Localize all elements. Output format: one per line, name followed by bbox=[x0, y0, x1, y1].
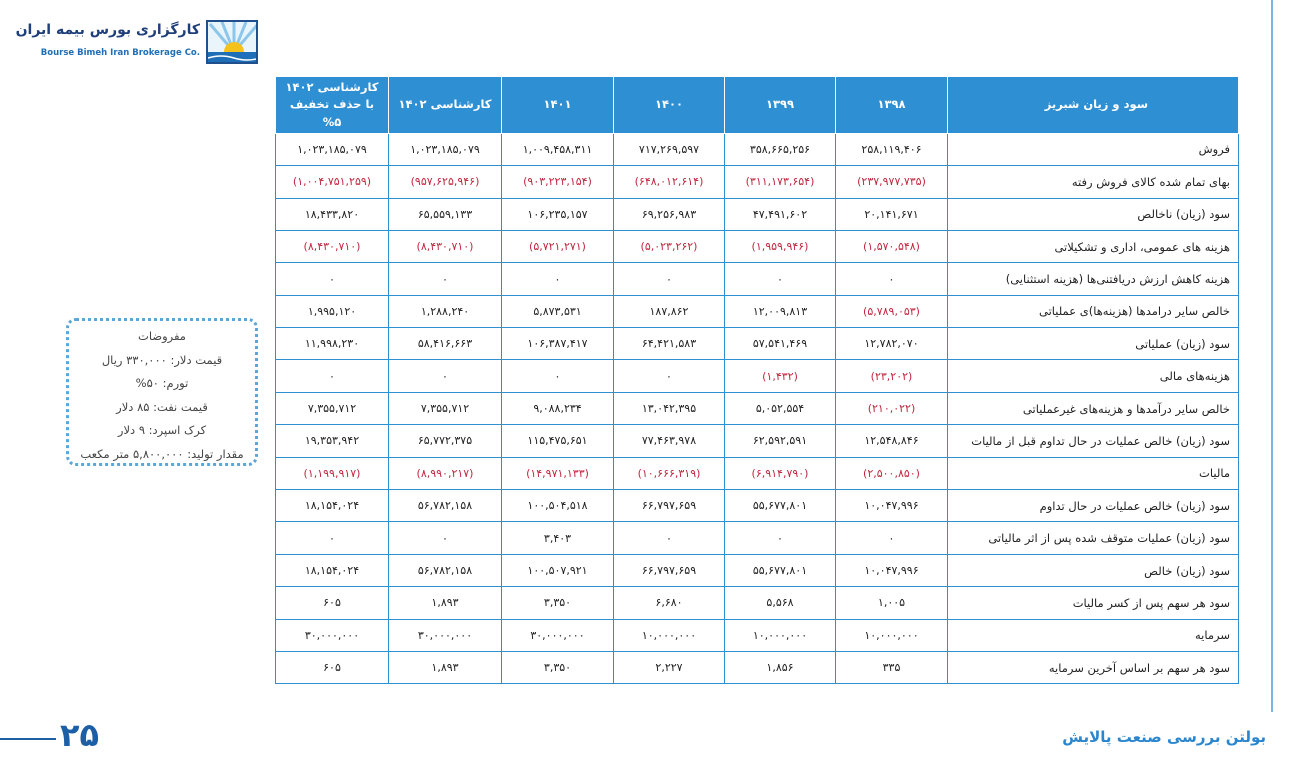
table-cell: ۱,۰۲۳,۱۸۵,۰۷۹ bbox=[389, 133, 502, 165]
table-cell: (۱,۹۵۹,۹۴۶) bbox=[725, 230, 836, 262]
row-label: خالص سایر درآمدها و هزینه‌های غیرعملیاتی bbox=[948, 392, 1239, 424]
table-cell: ۰ bbox=[725, 263, 836, 295]
table-cell: ۵۷,۵۴۱,۴۶۹ bbox=[725, 328, 836, 360]
table-cell: ۵,۸۷۳,۵۳۱ bbox=[502, 295, 614, 327]
table-cell: ۲,۲۲۷ bbox=[614, 652, 725, 684]
table-cell: ۴۷,۴۹۱,۶۰۲ bbox=[725, 198, 836, 230]
table-row bbox=[276, 490, 1239, 522]
row-label: سود (زیان) عملیات متوقف شده پس از اثر مالیاتی bbox=[948, 522, 1239, 554]
table-row bbox=[276, 652, 1239, 684]
table-cell: ۷۱۷,۲۶۹,۵۹۷ bbox=[614, 133, 725, 165]
table-cell: ۶,۶۸۰ bbox=[614, 587, 725, 619]
table-cell: ۶۰۵ bbox=[276, 587, 389, 619]
table-cell: ۷,۳۵۵,۷۱۲ bbox=[389, 392, 502, 424]
row-label: بهای تمام شده کالای فروش رفته bbox=[948, 166, 1239, 198]
table-cell: ۱,۸۹۳ bbox=[389, 587, 502, 619]
table-cell: ۱۸,۴۳۳,۸۲۰ bbox=[276, 198, 389, 230]
table-row bbox=[276, 295, 1239, 327]
table-cell: ۶۰۵ bbox=[276, 652, 389, 684]
assumption-item: تورم: ۵۰% bbox=[135, 376, 189, 390]
row-label: سود هر سهم پس از کسر مالیات bbox=[948, 587, 1239, 619]
table-row bbox=[276, 425, 1239, 457]
table-cell: ۱۳,۰۴۲,۳۹۵ bbox=[614, 392, 725, 424]
page-edge-line bbox=[1271, 0, 1273, 712]
header-cell-column: کارشناسی ۱۴۰۲ bbox=[389, 77, 502, 134]
table-row bbox=[276, 457, 1239, 489]
table-cell: (۸,۴۳۰,۷۱۰) bbox=[276, 230, 389, 262]
table-cell: ۱۲,۵۴۸,۸۴۶ bbox=[836, 425, 948, 457]
table-cell: ۱۸,۱۵۴,۰۲۴ bbox=[276, 554, 389, 586]
table-cell: ۱,۸۹۳ bbox=[389, 652, 502, 684]
table-cell: ۰ bbox=[276, 522, 389, 554]
table-cell: ۹,۰۸۸,۲۳۴ bbox=[502, 392, 614, 424]
table-header-row bbox=[276, 77, 1239, 134]
table-cell: ۳,۳۵۰ bbox=[502, 587, 614, 619]
profit-loss-table-container bbox=[275, 76, 1238, 684]
table-row bbox=[276, 133, 1239, 165]
table-cell: ۱,۰۰۵ bbox=[836, 587, 948, 619]
table-cell: (۶,۹۱۴,۷۹۰) bbox=[725, 457, 836, 489]
table-cell: ۰ bbox=[502, 263, 614, 295]
table-row bbox=[276, 230, 1239, 262]
row-label: سود (زیان) ناخالص bbox=[948, 198, 1239, 230]
table-cell: ۶۴,۴۲۱,۵۸۳ bbox=[614, 328, 725, 360]
table-cell: (۲۳,۲۰۲) bbox=[836, 360, 948, 392]
table-cell: ۱,۰۰۹,۴۵۸,۳۱۱ bbox=[502, 133, 614, 165]
assumption-item: مقدار تولید: ۵,۸۰۰,۰۰۰ متر مکعب bbox=[80, 446, 244, 461]
table-cell: ۶۶,۷۹۷,۶۵۹ bbox=[614, 554, 725, 586]
table-cell: ۰ bbox=[389, 522, 502, 554]
table-cell: ۱۰,۰۰۰,۰۰۰ bbox=[836, 619, 948, 651]
table-body bbox=[276, 133, 1239, 684]
table-cell: ۱۰۶,۳۸۷,۴۱۷ bbox=[502, 328, 614, 360]
table-cell: (۵,۷۲۱,۲۷۱) bbox=[502, 230, 614, 262]
assumption-item: قیمت دلار: ۳۳۰,۰۰۰ ریال bbox=[101, 352, 223, 367]
table-row bbox=[276, 522, 1239, 554]
row-label: هزینه کاهش ارزش دریافتنی‌ها (هزینه استثنایی) bbox=[948, 263, 1239, 295]
table-cell: ۳۳۵ bbox=[836, 652, 948, 684]
table-cell: ۱,۲۸۸,۲۴۰ bbox=[389, 295, 502, 327]
table-cell: ۳۰,۰۰۰,۰۰۰ bbox=[502, 619, 614, 651]
table-cell: ۷,۳۵۵,۷۱۲ bbox=[276, 392, 389, 424]
table-cell: ۲۰,۱۴۱,۶۷۱ bbox=[836, 198, 948, 230]
table-cell: ۱۰۶,۲۳۵,۱۵۷ bbox=[502, 198, 614, 230]
table-cell: ۶۲,۵۹۲,۵۹۱ bbox=[725, 425, 836, 457]
table-cell: ۶۹,۲۵۶,۹۸۳ bbox=[614, 198, 725, 230]
table-cell: ۱۸۷,۸۶۲ bbox=[614, 295, 725, 327]
table-cell: ۱۰۰,۵۰۴,۵۱۸ bbox=[502, 490, 614, 522]
header-cell-column: ۱۴۰۱ bbox=[502, 77, 614, 134]
table-cell: (۲۱۰,۰۲۲) bbox=[836, 392, 948, 424]
table-cell: (۵,۰۲۳,۲۶۲) bbox=[614, 230, 725, 262]
table-cell: ۰ bbox=[276, 263, 389, 295]
page-number: ۲۵ bbox=[60, 716, 100, 754]
table-row bbox=[276, 360, 1239, 392]
table-cell: ۳,۴۰۳ bbox=[502, 522, 614, 554]
table-row bbox=[276, 619, 1239, 651]
table-cell: ۷۷,۴۶۳,۹۷۸ bbox=[614, 425, 725, 457]
table-cell: (۵,۷۸۹,۰۵۳) bbox=[836, 295, 948, 327]
sunrise-logo-icon bbox=[206, 20, 258, 64]
logo-name-english: Bourse Bimeh Iran Brokerage Co. bbox=[40, 48, 200, 58]
table-cell: ۵۵,۶۷۷,۸۰۱ bbox=[725, 490, 836, 522]
table-cell: (۲,۵۰۰,۸۵۰) bbox=[836, 457, 948, 489]
table-cell: ۱۰,۰۴۷,۹۹۶ bbox=[836, 554, 948, 586]
table-cell: (۸,۹۹۰,۲۱۷) bbox=[389, 457, 502, 489]
table-row bbox=[276, 166, 1239, 198]
table-row bbox=[276, 328, 1239, 360]
table-row bbox=[276, 392, 1239, 424]
table-cell: ۵۵,۶۷۷,۸۰۱ bbox=[725, 554, 836, 586]
table-cell: ۳۰,۰۰۰,۰۰۰ bbox=[389, 619, 502, 651]
assumptions-title: مفروضات bbox=[138, 329, 186, 343]
bulletin-title: بولتن بررسی صنعت پالایش bbox=[1062, 728, 1266, 746]
table-cell: ۰ bbox=[389, 263, 502, 295]
table-cell: ۵۸,۴۱۶,۶۶۳ bbox=[389, 328, 502, 360]
row-label: فروش bbox=[948, 133, 1239, 165]
table-cell: ۰ bbox=[836, 522, 948, 554]
header-cell-column: ۱۳۹۸ bbox=[836, 77, 948, 134]
table-cell: (۱,۰۰۴,۷۵۱,۲۵۹) bbox=[276, 166, 389, 198]
table-cell: ۰ bbox=[836, 263, 948, 295]
table-row bbox=[276, 263, 1239, 295]
table-cell: ۱۲,۰۰۹,۸۱۳ bbox=[725, 295, 836, 327]
table-cell: ۶۵,۵۵۹,۱۳۳ bbox=[389, 198, 502, 230]
table-cell: ۳۰,۰۰۰,۰۰۰ bbox=[276, 619, 389, 651]
header-cell-column: ۱۴۰۰ bbox=[614, 77, 725, 134]
table-cell: ۰ bbox=[614, 522, 725, 554]
table-cell: ۰ bbox=[502, 360, 614, 392]
assumption-item: قیمت نفت: ۸۵ دلار bbox=[116, 399, 208, 414]
table-cell: ۱۱۵,۴۷۵,۶۵۱ bbox=[502, 425, 614, 457]
logo bbox=[15, 20, 258, 66]
header-cell-column: ۱۳۹۹ bbox=[725, 77, 836, 134]
row-label: سود (زیان) خالص عملیات در حال تداوم bbox=[948, 490, 1239, 522]
table-cell: (۱۰,۶۶۶,۳۱۹) bbox=[614, 457, 725, 489]
table-cell: (۱,۴۳۲) bbox=[725, 360, 836, 392]
table-row bbox=[276, 198, 1239, 230]
table-cell: (۳۱۱,۱۷۳,۶۵۴) bbox=[725, 166, 836, 198]
table-row bbox=[276, 554, 1239, 586]
row-label: سود (زیان) خالص عملیات در حال تداوم قبل از مالیات bbox=[948, 425, 1239, 457]
row-label: هزینه‌های مالی bbox=[948, 360, 1239, 392]
table-cell: ۱۲,۷۸۲,۰۷۰ bbox=[836, 328, 948, 360]
table-cell: (۶۴۸,۰۱۲,۶۱۴) bbox=[614, 166, 725, 198]
assumptions-box bbox=[66, 318, 258, 466]
table-cell: ۵,۵۶۸ bbox=[725, 587, 836, 619]
table-cell: ۵۶,۷۸۲,۱۵۸ bbox=[389, 554, 502, 586]
page-number-line bbox=[0, 738, 56, 740]
row-label: مالیات bbox=[948, 457, 1239, 489]
table-cell: ۱۹,۳۵۳,۹۴۲ bbox=[276, 425, 389, 457]
row-label: خالص سایر درامدها (هزینه‌ها)ی عملیاتی bbox=[948, 295, 1239, 327]
table-cell: ۱۱,۹۹۸,۲۳۰ bbox=[276, 328, 389, 360]
table-cell: ۱۰۰,۵۰۷,۹۲۱ bbox=[502, 554, 614, 586]
profit-loss-table bbox=[275, 76, 1239, 684]
table-cell: (۱۴,۹۷۱,۱۳۳) bbox=[502, 457, 614, 489]
table-cell: ۱۰,۰۴۷,۹۹۶ bbox=[836, 490, 948, 522]
table-row bbox=[276, 587, 1239, 619]
table-cell: ۳,۳۵۰ bbox=[502, 652, 614, 684]
header-cell-title: سود و زیان شبریز bbox=[948, 77, 1239, 134]
table-cell: (۹۰۳,۲۲۳,۱۵۴) bbox=[502, 166, 614, 198]
table-cell: ۶۶,۷۹۷,۶۵۹ bbox=[614, 490, 725, 522]
table-cell: (۹۵۷,۶۲۵,۹۴۶) bbox=[389, 166, 502, 198]
table-cell: ۰ bbox=[614, 263, 725, 295]
row-label: سود (زیان) خالص bbox=[948, 554, 1239, 586]
table-cell: ۰ bbox=[725, 522, 836, 554]
table-cell: ۵۶,۷۸۲,۱۵۸ bbox=[389, 490, 502, 522]
table-cell: ۵,۰۵۲,۵۵۴ bbox=[725, 392, 836, 424]
table-cell: ۱,۹۹۵,۱۲۰ bbox=[276, 295, 389, 327]
table-cell: ۱۸,۱۵۴,۰۲۴ bbox=[276, 490, 389, 522]
table-cell: ۰ bbox=[276, 360, 389, 392]
row-label: سرمایه bbox=[948, 619, 1239, 651]
table-cell: ۱۰,۰۰۰,۰۰۰ bbox=[725, 619, 836, 651]
table-cell: ۲۵۸,۱۱۹,۴۰۶ bbox=[836, 133, 948, 165]
table-cell: (۲۳۷,۹۷۷,۷۳۵) bbox=[836, 166, 948, 198]
table-cell: ۰ bbox=[614, 360, 725, 392]
table-cell: (۸,۴۳۰,۷۱۰) bbox=[389, 230, 502, 262]
table-cell: (۱,۵۷۰,۵۴۸) bbox=[836, 230, 948, 262]
assumption-item: کرک اسپرد: ۹ دلار bbox=[117, 423, 207, 437]
table-cell: (۱,۱۹۹,۹۱۷) bbox=[276, 457, 389, 489]
row-label: هزینه های عمومی، اداری و تشکیلاتی bbox=[948, 230, 1239, 262]
table-cell: ۶۵,۷۷۲,۳۷۵ bbox=[389, 425, 502, 457]
row-label: سود (زیان) عملیاتی bbox=[948, 328, 1239, 360]
table-cell: ۱,۰۲۳,۱۸۵,۰۷۹ bbox=[276, 133, 389, 165]
row-label: سود هر سهم بر اساس آخرین سرمایه bbox=[948, 652, 1239, 684]
table-cell: ۳۵۸,۶۶۵,۲۵۶ bbox=[725, 133, 836, 165]
table-cell: ۱۰,۰۰۰,۰۰۰ bbox=[614, 619, 725, 651]
header-cell-column: کارشناسی ۱۴۰۲ با حذف تخفیف ۵% bbox=[276, 77, 389, 134]
table-cell: ۰ bbox=[389, 360, 502, 392]
table-cell: ۱,۸۵۶ bbox=[725, 652, 836, 684]
logo-name-persian: کارگزاری بورس بیمه ایران bbox=[15, 22, 200, 38]
